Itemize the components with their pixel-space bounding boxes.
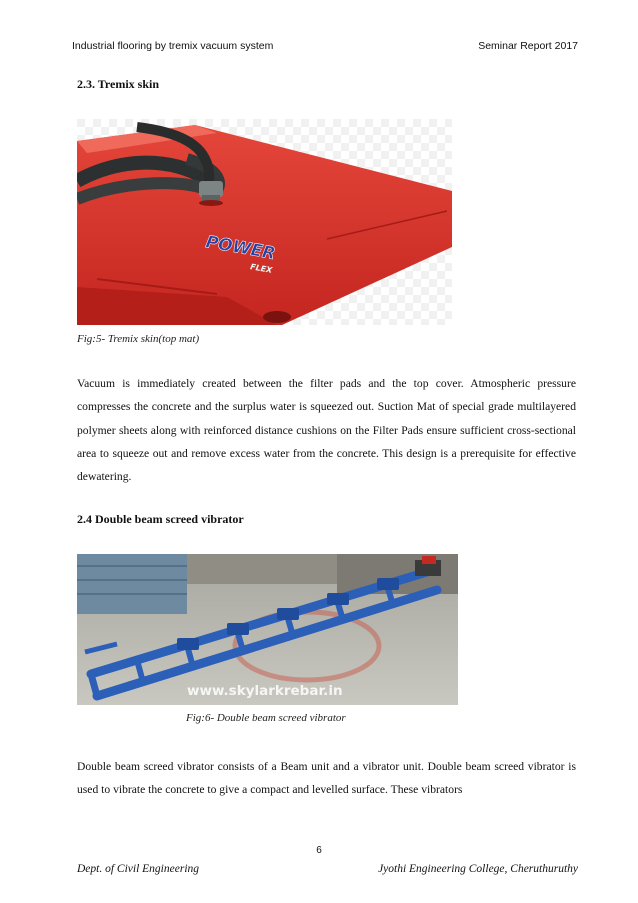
section-heading-screed-vibrator: 2.4 Double beam screed vibrator	[77, 512, 244, 526]
screed-vibrator-illustration	[77, 554, 458, 705]
footer-department: Dept. of Civil Engineering	[77, 863, 200, 875]
page-number: 6	[316, 845, 322, 856]
footer-college: Jyothi Engineering College, Cheruthuruthy	[378, 863, 578, 875]
tremix-skin-paragraph: Vacuum is immediately created between the filter pads and the top cover. Atmospheric pressure compresses the concrete and the surplus water is squeezed out. Suction Mat of special grade multilayered polymer sheets along with reinforced distance cushions on the Filter Pads ensure sufficient cross-sectional area to squeeze out and remove excess water from the concrete. This design is a prerequisite for effective dewatering.	[77, 377, 576, 484]
skylark-watermark-text: www.skylarkrebar.in	[187, 683, 343, 699]
powerflex-logo-text: POWER	[204, 232, 277, 265]
figure-5-caption: Fig:5- Tremix skin(top mat)	[77, 333, 200, 345]
figure-6-caption: Fig:6- Double beam screed vibrator	[186, 712, 346, 724]
section-heading-tremix-skin: 2.3. Tremix skin	[77, 77, 160, 91]
figure-screed-vibrator	[77, 554, 458, 705]
tremix-skin-illustration	[77, 119, 452, 325]
screed-vibrator-paragraph: Double beam screed vibrator consists of a Beam unit and a vibrator unit. Double beam screed vibrator is used to vibrate the concrete to give a compact and levelled surface. These vibrators	[77, 760, 576, 797]
powerflex-logo-sub: FLEX	[249, 262, 273, 275]
figure-tremix-skin	[77, 119, 452, 325]
header-title: Industrial flooring by tremix vacuum system	[72, 40, 274, 52]
header-report-label: Seminar Report 2017	[478, 40, 578, 52]
